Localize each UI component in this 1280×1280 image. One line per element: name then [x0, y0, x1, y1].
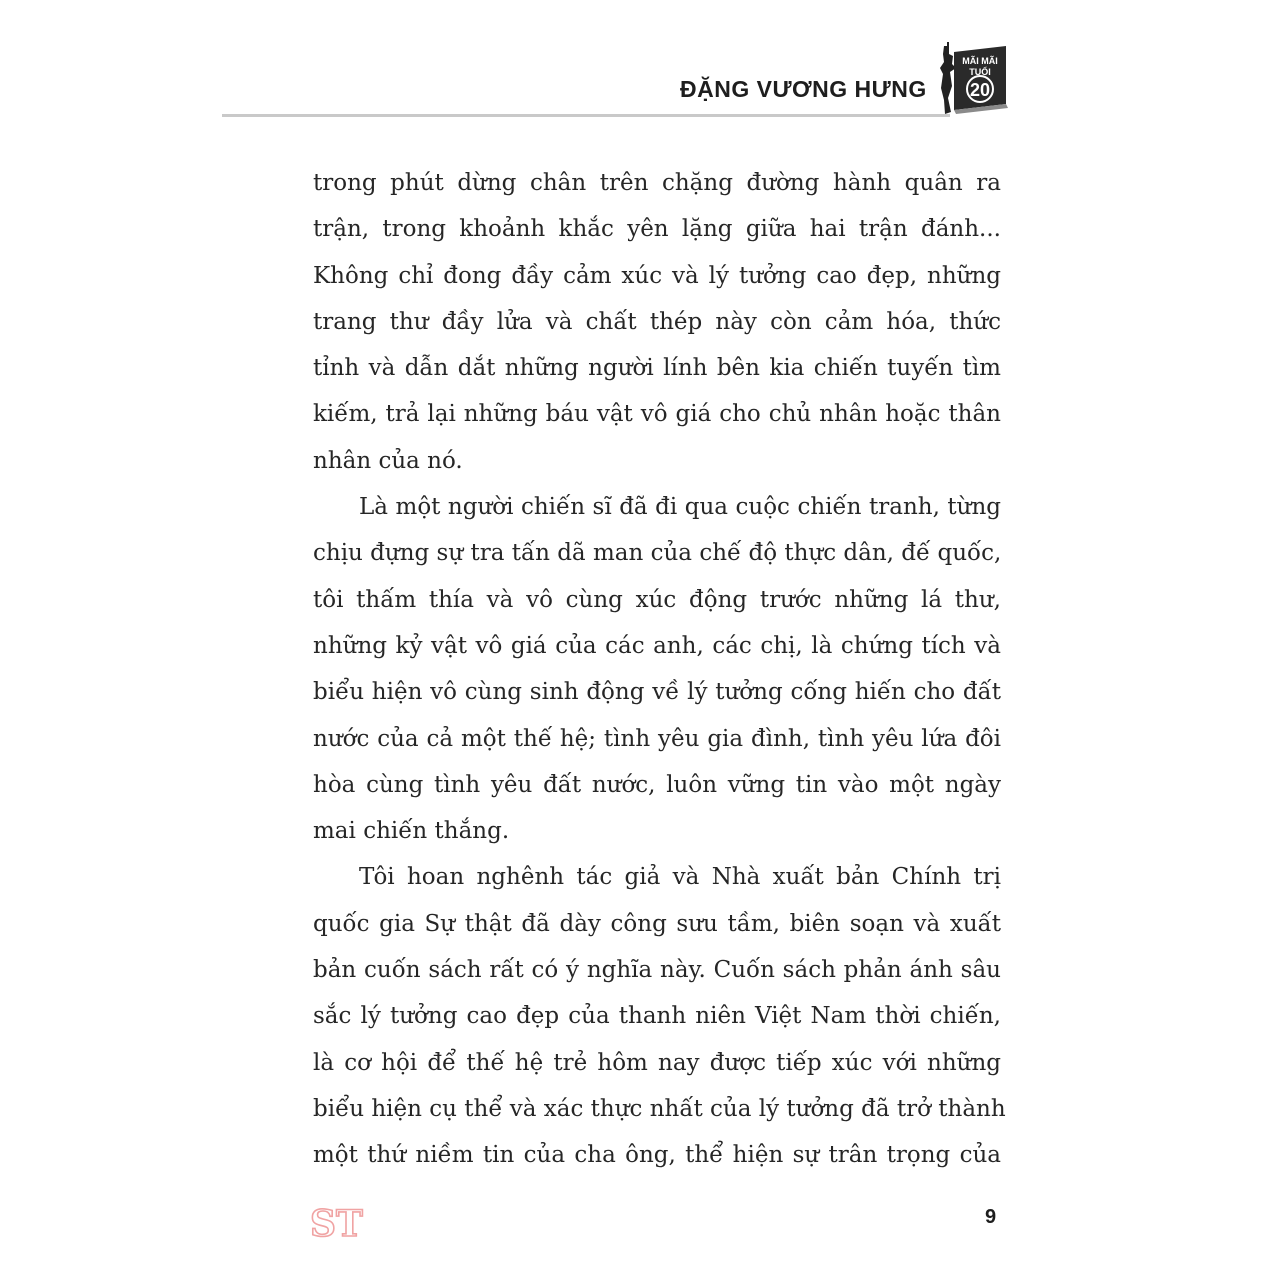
- text-line: bản cuốn sách rất có ý nghĩa này. Cuốn sách phản ánh sâu: [313, 957, 1001, 984]
- paragraph: [313, 854, 1006, 1178]
- running-head-author: ĐẶNG VƯƠNG HƯNG: [680, 76, 927, 102]
- publisher-mark-text: ST: [310, 1203, 363, 1245]
- soldier-silhouette-icon: [940, 42, 956, 114]
- text-line: hòa cùng tình yêu đất nước, luôn vững tin vào một ngày: [313, 771, 1001, 798]
- text-line: mai chiến thắng.: [313, 818, 510, 845]
- body-text: [313, 160, 1006, 1179]
- text-line: những kỷ vật vô giá của các anh, các chị, là chứng tích và: [313, 632, 1001, 659]
- text-line: biểu hiện vô cùng sinh động về lý tưởng cống hiến cho đất: [313, 679, 1001, 706]
- text-line: Không chỉ đong đầy cảm xúc và lý tưởng cao đẹp, những: [313, 262, 1001, 289]
- text-line: sắc lý tưởng cao đẹp của thanh niên Việt Nam thời chiến,: [313, 1003, 1001, 1030]
- text-line: trong phút dừng chân trên chặng đường hành quân ra: [313, 170, 1001, 196]
- text-line: nhân của nó.: [313, 447, 463, 474]
- text-line: tôi thấm thía và vô cùng xúc động trước những lá thư,: [313, 586, 1001, 613]
- text-line: nước của cả một thế hệ; tình yêu gia đình, tình yêu lứa đôi: [313, 725, 1001, 752]
- logo-line1: MÃI MÃI: [962, 56, 998, 66]
- text-line: trang thư đầy lửa và chất thép này còn cảm hóa, thức: [313, 308, 1001, 335]
- text-line: Là một người chiến sĩ đã đi qua cuộc chiến tranh, từng: [359, 494, 1001, 521]
- logo-line2: TUỔI: [969, 67, 991, 77]
- text-line: Tôi hoan nghênh tác giả và Nhà xuất bản Chính trị: [359, 864, 1001, 891]
- text-line: kiếm, trả lại những báu vật vô giá cho chủ nhân hoặc thân: [313, 401, 1001, 428]
- text-line: biểu hiện cụ thể và xác thực nhất của lý tưởng đã trở thành: [313, 1095, 1006, 1122]
- text-line: chịu đựng sự tra tấn dã man của chế độ thực dân, đế quốc,: [313, 540, 1002, 567]
- text-line: một thứ niềm tin của cha ông, thể hiện sự trân trọng của: [313, 1142, 1001, 1169]
- text-line: là cơ hội để thế hệ trẻ hôm nay được tiếp xúc với những: [313, 1049, 1001, 1076]
- logo-number: 20: [969, 80, 991, 100]
- text-line: trận, trong khoảnh khắc yên lặng giữa hai trận đánh...: [313, 216, 1001, 243]
- text-line: quốc gia Sự thật đã dày công sưu tầm, biên soạn và xuất: [313, 910, 1001, 937]
- paragraph: [313, 160, 1001, 484]
- header-rule: [222, 114, 950, 117]
- paragraph: [313, 484, 1001, 854]
- page-number: 9: [985, 1206, 997, 1228]
- text-line: tỉnh và dẫn dắt những người lính bên kia chiến tuyến tìm: [313, 355, 1001, 382]
- publisher-logo: [308, 1198, 363, 1245]
- series-logo: [938, 42, 1010, 118]
